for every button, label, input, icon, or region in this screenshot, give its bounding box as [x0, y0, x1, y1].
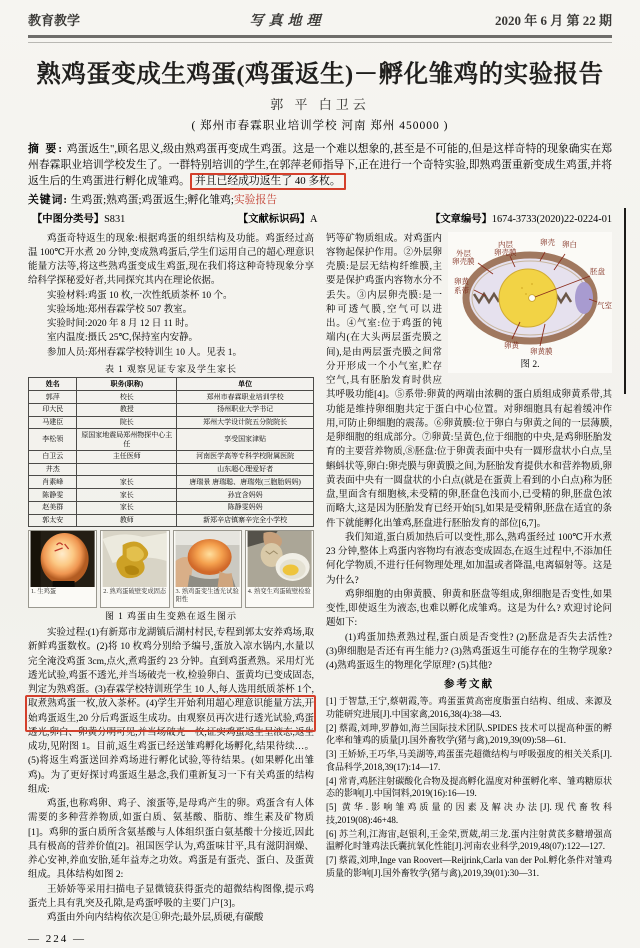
svg-text:卵壳膜: 卵壳膜 [452, 256, 475, 266]
materials-line: 实验材料:鸡蛋 10 枚,一次性纸质茶杯 10 个。 [47, 290, 233, 301]
discussion-questions-paragraph: (1)鸡蛋加热煮熟过程,蛋白质是否变性? (2)胚盘是否失去活性? (3)卵细胞是否还有再生能力? (3)熟鸡蛋返生可能存在的生物学现象? (4)熟鸡蛋返生的物理化学原理? (5)其他? [326, 632, 612, 672]
article-title: 熟鸡蛋变成生鸡蛋(鸡蛋返生)－孵化雏鸡的实验报告 [36, 61, 604, 88]
table-cell: 郑州市春霖职业培训学校 [177, 391, 314, 404]
cell-question-paragraph: 鸡卵细胞的由卵黄膜、卵黄和胚盘等组成,卵细胞是否变性,如果变性,即使返生为液态,也难以孵化成雏鸡。这是为什么? 欢迎讨论问题如下: [326, 589, 612, 629]
header-section: 教育教学 [28, 13, 81, 28]
keywords-label: 关键词: [28, 193, 68, 206]
clc-number: 【中图分类号】S831 [32, 213, 126, 225]
witness-table-body [29, 391, 314, 527]
broken-egg-photo-image [246, 531, 313, 587]
denature-question-paragraph: 我们知道,蛋白质加热后可以变性,那么,熟鸡蛋经过 100℃开水煮 23 分钟,整体上鸡蛋内容物均有液态变成固态,在返生过程中,不添加任何化学物质,不进行任何物理处理,如加温或者降温,电离辐射等。这是为什么? [326, 532, 612, 586]
table-cell: 郑州大学设计院五分院院长 [177, 416, 314, 429]
table-cell: 教授 [77, 403, 177, 416]
table-row [29, 501, 314, 514]
col-header-name: 姓名 [29, 378, 77, 391]
issue-info: 2020 年 6 月 第 22 期 [494, 13, 612, 28]
table-cell: 孙宜含妈妈 [177, 489, 314, 502]
site-line: 实验场地:郑州春霖学校 507 教室。 [47, 304, 193, 315]
table-cell: 陈静雯 [29, 489, 77, 502]
table-row [29, 416, 314, 429]
journal-name: 写真地理 [249, 14, 326, 29]
table-cell: 教师 [77, 514, 177, 527]
affiliation: ( 郑州市春霖职业培训学校 河南 郑州 450000 ) [191, 120, 449, 132]
table-cell: 家长 [77, 489, 177, 502]
label-yolk-membrane: 卵黄膜 [530, 346, 553, 356]
table-cell: 李松领 [29, 429, 77, 451]
reference-item: [3] 王娇娇,王巧华,马美湖等,鸡蛋蛋壳超微结构与呼吸强度的相关关系[J].食品科学,2018,39(17):14—17. [326, 749, 612, 772]
experiment-process-paragraph [28, 626, 314, 797]
table-cell: 唐瑞景 唐瑞聪、唐瑞苑(三胞胎妈妈) [177, 476, 314, 489]
photo-broken-egg-check [245, 530, 314, 607]
reference-item: [5] 黄华.影响雏鸡质量的因素及解决办法[J].现代畜牧科技,2019(08):46+48. [326, 802, 612, 825]
table-cell: 赵美群 [29, 501, 77, 514]
table-row [29, 391, 314, 404]
label-shell: 卵壳 [540, 237, 555, 247]
keywords-plain: 生鸡蛋;熟鸡蛋;鸡蛋返生;孵化雏鸡; [70, 193, 234, 206]
label-inner-membrane: 内层 [498, 239, 513, 249]
intro-paragraph: 鸡蛋奇特返生的现象:根据鸡蛋的组织结构及功能。鸡蛋经过高温 100℃开水煮 20 分钟,变成熟鸡蛋后,学生们运用自己的超心理意识能量方法等,将这些熟鸡蛋变成生鸡蛋,现在我们将这种奇特现象分享给科学探秘爱好者,共同探究其内在理论依据。 [28, 233, 314, 287]
photo-caption: 1. 生鸡蛋 [31, 588, 57, 596]
svg-text:系带: 系带 [454, 285, 469, 295]
table-row [29, 463, 314, 476]
table-cell: 白卫云 [29, 450, 77, 463]
article-id: 【文章编号】1674-3733(2020)22-0224-01 [430, 213, 612, 225]
figure2-egg-diagram [448, 232, 612, 373]
reference-item: [4] 常青,鸡胚注射碳酸化合物及提高孵化温度对种蛋孵化率、雏鸡糖原状态的影响[J].中国饲料,2019(16):16—19. [326, 775, 612, 799]
document-code: 【文献标识码】A [237, 213, 318, 225]
table-cell: 享受国家津贴 [177, 429, 314, 451]
abstract-highlight-box: 并且已经成功返生了 40 多枚。 [190, 173, 346, 190]
abstract [28, 141, 612, 190]
photo-raw-egg [28, 530, 97, 607]
table-cell: 印大民 [29, 403, 77, 416]
abstract-label: 摘 要: [28, 143, 64, 155]
label-blastodisc: 胚盘 [590, 266, 605, 276]
table-cell: 院长 [77, 416, 177, 429]
table-cell: 家长 [77, 476, 177, 489]
table-row [29, 514, 314, 527]
process-boxed-text: 个,取煮熟鸡蛋一枚,放入茶杯。(4)学生开始利用超心理意识能量方法,开始鸡蛋返生,20 分后鸡蛋返生成功。由观察 [28, 685, 314, 724]
table-row [29, 403, 314, 416]
authors: 郭 平 白卫云 [270, 97, 370, 112]
scan-artifact-line [624, 208, 626, 394]
table-header-row [29, 378, 314, 391]
right-column [326, 232, 612, 948]
keywords-highlight: 实验报告 [233, 193, 278, 206]
photo-translucent-egg [173, 530, 242, 607]
witness-table [28, 377, 314, 527]
table-row [29, 476, 314, 489]
table-cell: 郭萍 [29, 391, 77, 404]
table-cell: 井杰 [29, 463, 77, 476]
label-air-cell: 气室 [597, 300, 612, 310]
table-cell: 原国家地震局郑州物探中心主任 [77, 429, 177, 451]
label-albumen: 卵白 [562, 239, 577, 249]
process-text: 实验过程:(1)有新郑市龙湖镇后湖村村民,专程到郭太安养鸡场,取新鲜鸡蛋数枚。(2)将 10 枚鸡分别给予编号,蛋放入凉水锅内,水量以完全淹没鸡蛋 3cm,点火,煮鸡蛋约 23 分钟。直到鸡蛋煮熟。采用灯光透光试验,鸡蛋不透光,并当场破壳一枚,检验卵白、蛋黄均已变成固态,判定为熟鸡蛋。(3)春霖学校特训班学生 10 人,每人选用纸质茶杯 1个,取煮熟鸡蛋一枚,放入茶杯。(4)学生开始利用超心理意识能量方法,开始鸡蛋返生,20 分后鸡蛋返生成功。由观察员再次进行透光试验,鸡蛋透光,卵白、卵黄分明可见,并当场破壳一枚,证实鸡蛋返生呈液态,返生成功,见附图 1。目前,返生鸡蛋已经送雏鸡孵化场孵化,结果待续…。(5)将返生鸡蛋送回养鸡场进行孵化试验,等待结果。(如果孵化出雏鸡)。为了更好探讨鸡蛋返生悬念,我们重新复习一下有关鸡蛋的结构组成: [28, 628, 314, 795]
temperature-line: 室内温度:摄氏 25℃,保持室内安静。 [47, 333, 199, 344]
col-header-unit: 单位 [177, 378, 314, 391]
table-cell: 陈静雯妈妈 [177, 501, 314, 514]
col-header-title: 职务(职称) [77, 378, 177, 391]
table-cell: 主任医师 [77, 450, 177, 463]
table-cell: 校长 [77, 391, 177, 404]
structure-continue-paragraph: 钙等矿物质组成。对鸡蛋内容物起保护作用。②外层卵壳膜:是层无结构纤维膜,主要是保护鸡蛋内容物水分不丢失。③内层卵壳膜:是一种可透气膜,空气可以进出。④气室:位于鸡蛋的钝端内(在大头两层蛋壳膜之间),是由两层蛋壳膜之间常分开形成一个小气室,贮存空气,具有胚胎发育时供应其呼吸功能[4]。⑤系带:卵黄的两端由浓稠的蛋白质组成卵黄系带,其功能是维持卵细胞共定于蛋白中心位置。对卵细胞具有起着缓冲作用,可防止卵细胞的震荡。⑥卵黄膜:位于卵白与卵黄之间的一层薄膜,是卵细胞的组成部分。⑦卵黄:呈黄色,位于细胞的中央,是鸡卵胚胎发育的主要营养物质,⑧胚盘:位于卵黄表面中央有一圆形盘状小白点,呈蝌蚪状等,卵白:卵壳膜与卵黄膜之间,为胚胎发育提供水和营养物质,卵黄表面中央有一圆盘状的小白点(就是在蛋黄上看到的小白点)称为胚盘,里面含有细胞核,未受精的卵,胚盘色浅而小,已受精的卵,胚盘色浓而略大,这是因为胚胎发育已经开始[5],如果是受精卵,胚盘在适宜的条件下就能孵化出雏鸡,胚盘进行胚胎发育的部位[6,7]。 [326, 233, 612, 529]
shell-microscope-paragraph: 王娇娇等采用扫描电子显微镜获得蛋壳的超微结构图像,提示鸡蛋壳上具有乳突及孔隙,是鸡蛋呼吸的主要门户[3]。 [28, 884, 314, 909]
abstract-text: 鸡蛋返生",顾名思义,级由熟鸡蛋再变成生鸡蛋。这是一个难以想象的,甚至是不可能的,但是这样奇特的现象确实在郑州春霖职业培训学校发生了。一群特别培训的学生,在郭萍老师指导下,正在进行一个奇特实验,即熟鸡蛋重新变成生鸡蛋,并将返生后的生鸡蛋进行孵化成雏鸡。 [28, 143, 613, 188]
figure1-caption: 图 1 鸡蛋由生变熟在返生图示 [104, 610, 237, 621]
shell-structure-paragraph: 鸡蛋由外向内结构依次是①卵壳;最外层,质硬,有碳酸 [47, 913, 264, 924]
photo-solid-egg [100, 530, 169, 607]
egg-composition-paragraph: 鸡蛋,也称鸡卵、鸡子、滚蛋等,是母鸡产生的卵。鸡蛋含有人体需要的多种营养物质,如蛋白质、氨基酸、脂肪、维生素及矿物质[1]。鸡卵的蛋白质所含氨基酸与人体组织蛋白氨基酸十分接近,因此具有极高的营养价值[2]。祖国医学认为,鸡蛋味甘平,具有滋阴润燥、养心安神,养血安胎,延年益寿之功效。鸡蛋是有蛋壳、蛋白、及蛋黄组成。具体结构如图 2: [28, 799, 314, 881]
table-row [29, 450, 314, 463]
table-caption: 表 1 观察见证专家及学生家长 [104, 363, 237, 374]
reference-item: [1] 于智慧,王宁,蔡朝霞,等。鸡蛋蛋黄高密度脂蛋白结构、组成、来源及功能研究进展[J].中国家禽,2016,38(4):38—43. [326, 696, 612, 719]
svg-text:卵壳膜: 卵壳膜 [494, 247, 517, 257]
table-cell [77, 463, 177, 476]
table-cell: 扬州职业大学书记 [177, 403, 314, 416]
table-cell: 马建臣 [29, 416, 77, 429]
table-cell: 肖素峰 [29, 476, 77, 489]
reference-item: [2] 蔡霞,刘珅,罗静如,海兰国际技术团队.SPIDES 技术可以提高种蛋的孵化率和雏鸡的质量[J].国外畜牧学(猪与禽),2019,39(09):58—61. [326, 722, 612, 746]
egg-structure-diagram-image [448, 234, 612, 356]
participants-line: 参加人员:郑州春霖学校特训生 10 人。见表 1。 [47, 347, 243, 358]
figure1-photo-strip [28, 530, 314, 607]
table-cell: 山东超心理爱好者 [177, 463, 314, 476]
two-column-body [28, 232, 612, 948]
table-cell: 郭太安 [29, 514, 77, 527]
reference-list [326, 695, 612, 880]
label-yolk: 卵黄 [504, 340, 519, 350]
photo-caption: 3. 熟鸡蛋变生透光试验阳性 [175, 588, 239, 604]
label-chalaza: 卵黄 [454, 276, 469, 286]
keywords-line [28, 192, 612, 207]
reference-item: [6] 苏兰利,江海宙,赵银利,王金荣,贾葳,胡三龙.蛋内注射黄芪多糖增强高温孵化时雏鸡法氏囊抗氧化性能[J].河南农业科学,2019,48(07):122—127. [326, 828, 612, 852]
label-outer-membrane: 外层 [456, 248, 471, 258]
classification-line [28, 210, 612, 225]
table-cell: 河南医学高等专科学校附属医院 [177, 450, 314, 463]
journal-header [28, 10, 612, 30]
header-rule [28, 35, 612, 43]
time-line: 实验时间:2020 年 8 月 12 日 11 时。 [47, 319, 195, 330]
figure2-caption: 图 2. [520, 359, 540, 370]
left-column [28, 232, 314, 948]
photo-caption: 2. 熟鸡蛋破壁变成固态 [103, 588, 167, 596]
page-number: — 224 — [28, 933, 86, 946]
table-row [29, 489, 314, 502]
photo-caption: 4. 熟变生鸡蛋破壁检验 [247, 588, 311, 596]
reference-item: [7] 蔡霞,刘珅,Inge van Roovert—Reijrink,Carla van der Pol.孵化条件对雏鸡质量的影响[J].国外畜牧学(猪与禽),2019,39(01):30—31. [326, 855, 612, 879]
table-cell: 新郑辛店镇寨辛完全小学校 [177, 514, 314, 527]
references-heading: 参考文献 [444, 679, 494, 691]
raw-egg-photo-image [29, 531, 96, 587]
solid-egg-photo-image [101, 531, 168, 587]
translucent-egg-photo-image [174, 531, 241, 587]
table-cell: 家长 [77, 501, 177, 514]
table-row [29, 429, 314, 451]
